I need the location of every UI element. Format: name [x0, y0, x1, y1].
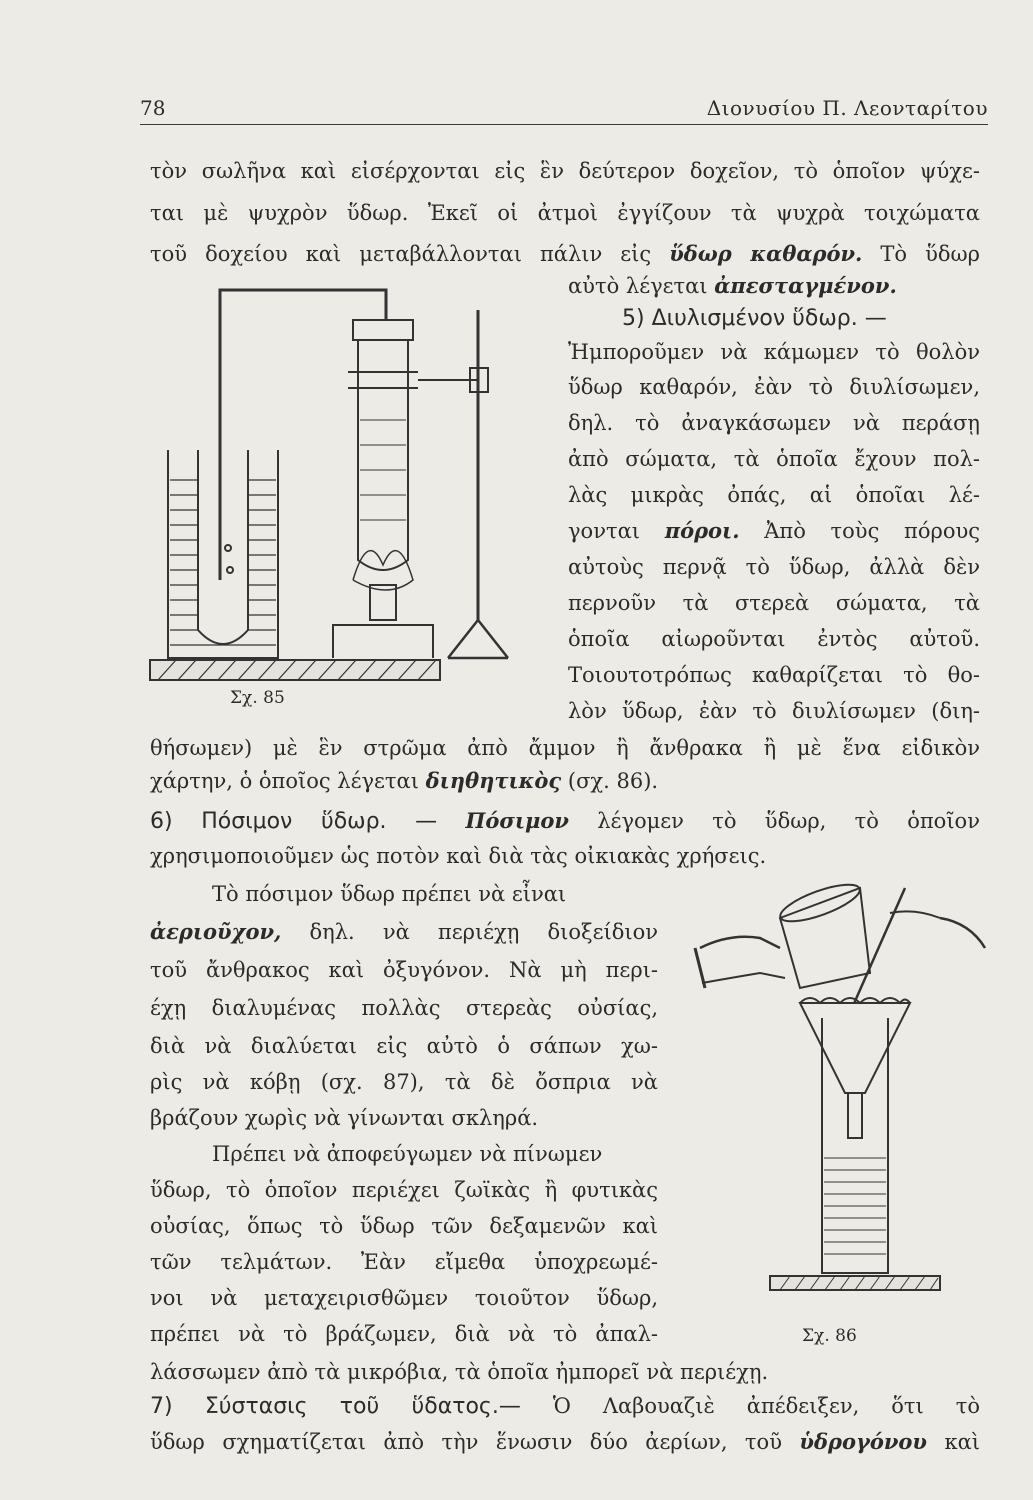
text-line: βράζουν χωρὶς νὰ γίνωνται σκληρά. — [150, 1106, 539, 1130]
text-line: ἀπὸ σώματα, τὰ ὁποῖα ἔχουν πολ- — [568, 447, 980, 471]
text-line: ὁποῖα αἰωροῦνται ἐντὸς αὐτοῦ. — [568, 627, 980, 651]
section-heading-5: 5) Διυλισμένον ὕδωρ. — — [622, 306, 887, 331]
text-line: Τὸ πόσιμον ὕδωρ πρέπει νὰ εἶναι — [212, 882, 567, 906]
text-line: λὸν ὕδωρ, ἐὰν τὸ διυλίσωμεν (διη- — [568, 699, 980, 723]
text-line: διὰ νὰ διαλύεται εἰς αὐτὸ ὁ σάπων χω- — [150, 1034, 658, 1058]
section-heading-7: 7) Σύστασις τοῦ ὕδατος.— — [150, 1394, 521, 1419]
text-line: Ἠμποροῦμεν νὰ κάμωμεν τὸ θολὸν — [568, 340, 980, 364]
text-line: περνοῦν τὰ στερεὰ σώματα, τὰ — [568, 591, 980, 615]
text-line: οὐσίας, ὅπως τὸ ὕδωρ τῶν δεξαμενῶν καὶ — [150, 1214, 658, 1238]
text-line: έχῃ διαλυμένας πολλὰς στερεὰς οὐσίας, — [150, 996, 658, 1020]
text-line: νοι νὰ μεταχειρισθῶμεν τοιοῦτον ὕδωρ, — [150, 1286, 658, 1310]
text-line: θήσωμεν) μὲ ἓν στρῶμα ἀπὸ ἄμμον ἢ ἄνθρακα ἢ μὲ ἕνα εἰδικὸν — [150, 736, 980, 760]
text-line: ἀεριοῦχον, δηλ. νὰ περιέχῃ διοξείδιον — [150, 919, 658, 944]
text-line: ὕδωρ, τὸ ὁποῖον περιέχει ζωϊκὰς ἢ φυτικὰς — [150, 1178, 658, 1202]
text-line: πρέπει νὰ τὸ βράζωμεν, διὰ νὰ τὸ ἀπαλ- — [150, 1322, 658, 1346]
text-line: τῶν τελμάτων. Ἐὰν εἴμεθα ὑποχρεωμέ- — [150, 1250, 658, 1274]
text-line: ται μὲ ψυχρὸν ὕδωρ. Ἐκεῖ οἱ ἀτμοὶ ἐγγίζουν τὰ ψυχρὰ τοιχώματα — [150, 201, 980, 225]
text-line: τοῦ δοχείου καὶ μεταβάλλονται πάλιν εἰς ὕδωρ καθαρόν. Τὸ ὕδωρ — [150, 241, 980, 266]
text-line: ὕδωρ σχηματίζεται ἀπὸ τὴν ἕνωσιν δύο ἀερίων, τοῦ ὑδρογόνου καὶ — [150, 1429, 980, 1454]
text-line: λάσσωμεν ἀπὸ τὰ μικρόβια, τὰ ὁποῖα ἠμπορεῖ νὰ περιέχῃ. — [150, 1360, 769, 1384]
text-line: ὕδωρ καθαρόν, ἐὰν τὸ διυλίσωμεν, — [568, 375, 980, 399]
text-line: Τοιουτοτρόπως καθαρίζεται τὸ θο- — [568, 663, 980, 687]
figure-86-filtration — [690, 878, 990, 1318]
text-line: τοῦ ἄνθρακος καὶ ὀξυγόνον. Νὰ μὴ περι- — [150, 958, 658, 982]
text-line: δηλ. τὸ ἀναγκάσωμεν νὰ περάσῃ — [568, 411, 980, 435]
section-heading-7-line: 7) Σύστασις τοῦ ὕδατος.— Ὁ Λαβουαζιὲ ἀπέδειξεν, ὅτι τὸ — [150, 1394, 980, 1419]
text-line: χάρτην, ὁ ὁποῖος λέγεται διηθητικὸς (σχ. 86). — [150, 768, 659, 793]
section-heading-6-line: 6) Πόσιμον ὕδωρ. — Πόσιμον λέγομεν τὸ ὕδωρ, τὸ ὁποῖον — [150, 808, 980, 834]
text-line: αὐτοὺς περνᾷ τὸ ὕδωρ, ἀλλὰ δὲν — [568, 555, 980, 579]
figure-85-caption: Σχ. 85 — [230, 688, 285, 708]
text-line: λὰς μικρὰς ὀπάς, αἱ ὁποῖαι λέ- — [568, 483, 980, 507]
page-header — [140, 96, 988, 125]
text-line: τὸν σωλῆνα καὶ εἰσέρχονται εἰς ἓν δεύτερον δοχεῖον, τὸ ὁποῖον ψύχε- — [150, 159, 980, 183]
figure-86-caption: Σχ. 86 — [802, 1326, 857, 1346]
figure-85-distillation — [148, 280, 568, 690]
section-heading-6: 6) Πόσιμον ὕδωρ. — — [150, 809, 438, 834]
running-head: Διονυσίου Π. Λεονταρίτου — [706, 96, 988, 120]
text-line: Πρέπει νὰ ἀποφεύγωμεν νὰ πίνωμεν — [212, 1142, 603, 1166]
text-line: αὐτὸ λέγεται ἀπεσταγμένον. — [568, 273, 897, 298]
text-line: ρὶς νὰ κόβῃ (σχ. 87), τὰ δὲ ὄσπρια νὰ — [150, 1070, 658, 1094]
text-line: χρησιμοποιοῦμεν ὡς ποτὸν καὶ διὰ τὰς οἰκιακὰς χρήσεις. — [150, 844, 767, 868]
page-number: 78 — [140, 96, 166, 120]
text-line: γονται πόροι. Ἀπὸ τοὺς πόρους — [568, 518, 980, 543]
